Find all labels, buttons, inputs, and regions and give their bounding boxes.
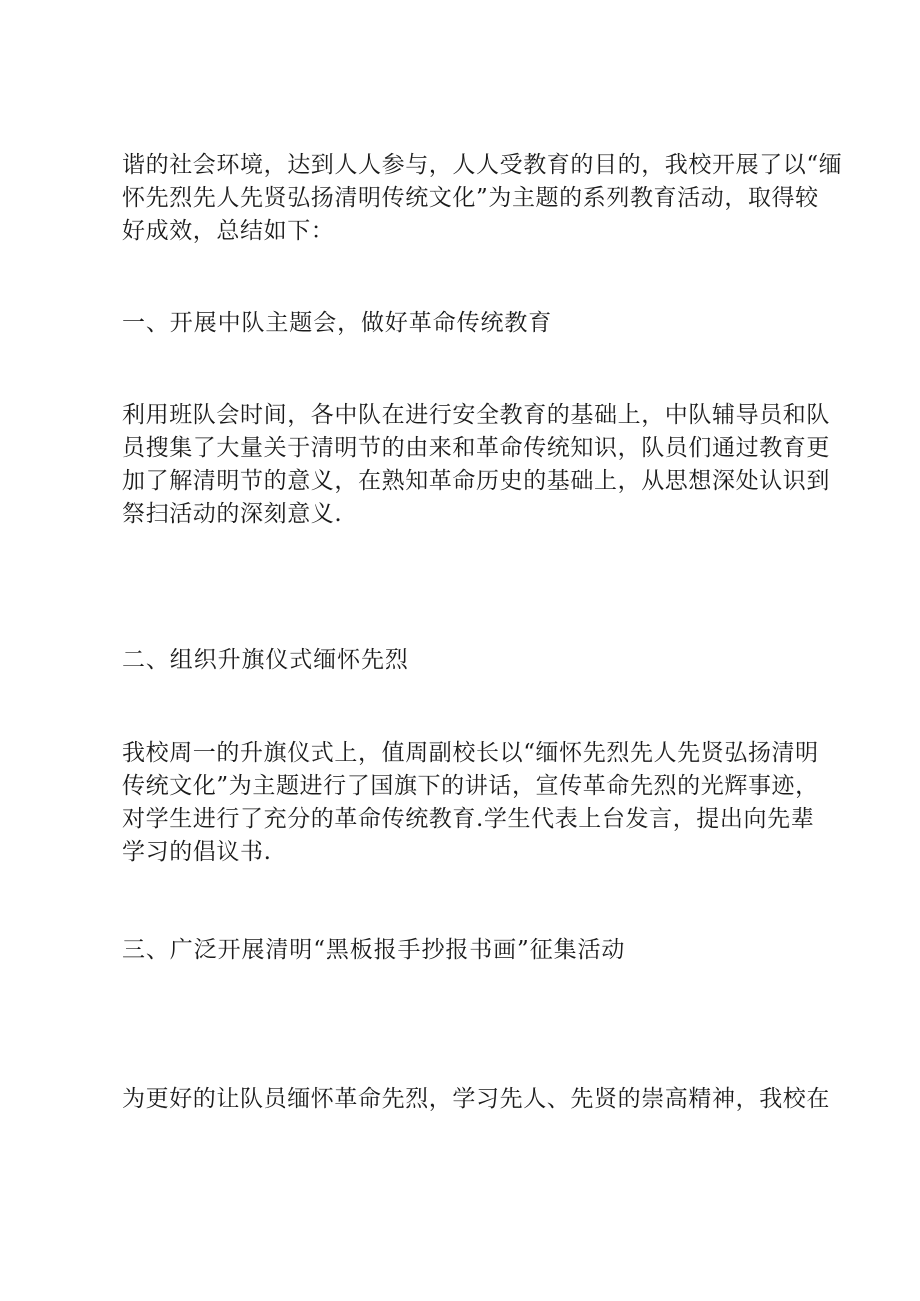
section-2-paragraph-line-4: 学习的倡议书. [122,839,272,865]
intro-paragraph-line-3: 好成效，总结如下： [122,218,335,244]
section-heading-2: 二、组织升旗仪式缅怀先烈 [122,647,409,673]
intro-paragraph-line-2: 怀先烈先人先贤弘扬清明传统文化”为主题的系列教育活动，取得较 [122,185,819,211]
section-2-paragraph-line-2: 传统文化”为主题进行了国旗下的讲话，宣传革命先烈的光辉事迹， [122,773,819,799]
section-1-paragraph-line-2: 员搜集了大量关于清明节的由来和革命传统知识，队员们通过教育更 [122,435,830,461]
section-3-paragraph-line-1: 为更好的让队员缅怀革命先烈，学习先人、先贤的崇高精神，我校在 [122,1086,830,1112]
section-1-paragraph-line-3: 加了解清明节的意义，在熟知革命历史的基础上，从思想深处认识到 [122,468,830,494]
section-heading-3: 三、广泛开展清明“黑板报手抄报书画”征集活动 [122,937,626,963]
section-2-paragraph-line-3: 对学生进行了充分的革命传统教育.学生代表上台发言，提出向先辈 [122,806,815,832]
section-heading-1: 一、开展中队主题会，做好革命传统教育 [122,310,553,336]
section-1-paragraph-line-1: 利用班队会时间，各中队在进行安全教育的基础上，中队辅导员和队 [122,402,830,428]
section-2-paragraph-line-1: 我校周一的升旗仪式上，值周副校长以“缅怀先烈先人先贤弘扬清明 [122,740,819,766]
intro-paragraph-line-1: 谐的社会环境，达到人人参与，人人受教育的目的，我校开展了以“缅 [122,152,843,178]
section-1-paragraph-line-4: 祭扫活动的深刻意义. [122,501,343,527]
